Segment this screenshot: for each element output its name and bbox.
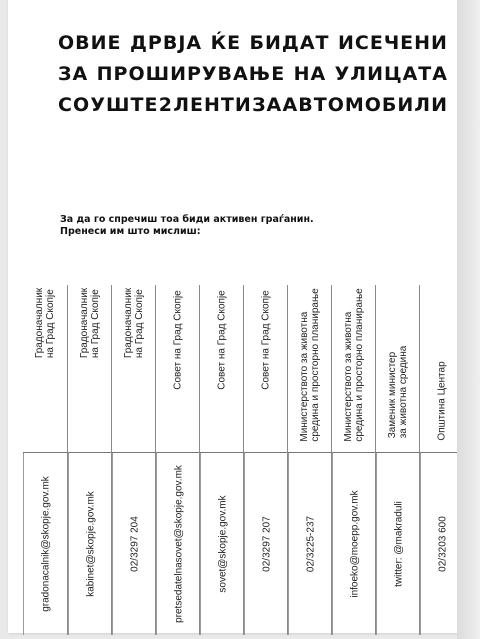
tab-contact: 02/3297 207: [261, 516, 273, 572]
tear-off-tab[interactable]: [155, 285, 200, 635]
tab-label-line: Совет на Град Скопје: [216, 290, 228, 390]
tab-label-line: средина и просторно планирање: [354, 288, 365, 442]
tab-label-line: на Град Скопје: [45, 289, 56, 359]
tab-contact: pretsedatelnasovet@skopje.gov.mk: [173, 465, 185, 623]
tab-contact: 02/3203 600: [437, 516, 449, 572]
intro-line-1: За да го спречиш тоа биди активен граѓанин.: [60, 214, 314, 225]
tab-contact-area: [200, 453, 245, 635]
tear-off-tab[interactable]: [111, 285, 156, 635]
tab-label-area: [376, 285, 420, 452]
headline-line-2: [58, 59, 448, 90]
headline-word: ОВИЕ: [58, 32, 122, 54]
headline-word: БИДАТ: [249, 32, 330, 54]
tab-label: [123, 288, 145, 358]
headline-word: ЛЕНТИ: [173, 94, 252, 116]
headline-word: СО: [58, 94, 91, 116]
tab-label-line: Совет на Град Скопје: [260, 290, 272, 390]
tab-contact-area: [376, 453, 421, 635]
tab-contact-area: [23, 453, 68, 635]
tab-label: [79, 288, 101, 358]
intro-text: [60, 214, 420, 238]
tab-contact: gradonacalnik@skopje.gov.mk: [40, 476, 52, 612]
headline-word: ЗА: [252, 94, 283, 116]
tab-label-line: Министерството за животна: [343, 311, 354, 442]
tear-off-tab[interactable]: [375, 285, 420, 635]
tear-off-tab[interactable]: [287, 285, 332, 635]
tear-off-tab[interactable]: [331, 285, 376, 635]
headline-word: ДРВЈА: [129, 32, 203, 54]
flyer-headline: [58, 28, 448, 121]
tear-off-tabs: [23, 285, 463, 635]
tab-label: [387, 346, 409, 439]
tab-label-line: Градоначалник: [34, 287, 45, 359]
tab-contact-area: [112, 453, 157, 635]
tear-off-tab[interactable]: [67, 285, 112, 635]
tab-label-area: [288, 285, 332, 452]
tab-label: [437, 361, 448, 440]
tab-contact: 02/3297 204: [129, 516, 141, 572]
headline-word: ИСЕЧЕНИ: [338, 32, 448, 54]
headline-word: НА: [293, 63, 327, 85]
flyer-sheet: [8, 0, 457, 633]
tab-label-line: на Град Скопје: [134, 289, 145, 359]
tab-label-area: [112, 285, 156, 452]
tab-contact-area: [156, 453, 201, 635]
tab-label: [217, 290, 228, 390]
tear-off-tab[interactable]: [199, 285, 244, 635]
tab-contact: 02/3225-237: [305, 515, 317, 573]
tab-contact: kabinet@skopje.gov.mk: [85, 491, 97, 597]
tab-label: [34, 288, 56, 358]
tab-contact-area: [68, 453, 113, 635]
tab-label-line: на Град Скопје: [90, 289, 101, 359]
tab-contact: infoeko@moepp.gov.mk: [349, 490, 361, 598]
tab-contact-area: [288, 453, 333, 635]
tab-label-line: Општина Центар: [436, 361, 448, 441]
tab-label-line: Градоначалник: [79, 287, 90, 359]
tab-label: [299, 288, 321, 441]
tab-label-area: [68, 285, 112, 452]
tab-label-line: Совет на Град Скопје: [172, 290, 184, 390]
tear-off-tab[interactable]: [23, 285, 67, 635]
tab-label-line: средина и просторно планирање: [310, 288, 321, 442]
headline-word: АВТОМОБИЛИ: [282, 94, 448, 116]
tab-label-area: [23, 285, 67, 452]
headline-word: ЌЕ: [210, 32, 242, 54]
tab-label: [173, 290, 184, 390]
tab-label-line: Министерството за животна: [299, 311, 310, 442]
tab-label-area: [244, 285, 288, 452]
tab-label-area: [200, 285, 244, 452]
tab-label: [343, 288, 365, 441]
intro-line-2: Пренеси им што мислиш:: [60, 226, 201, 237]
tab-label-line: за животна средина: [398, 345, 409, 439]
headline-word: ПРОШИРУВАЊЕ: [96, 63, 286, 85]
tab-contact-area: [244, 453, 289, 635]
tab-contact-area: [332, 453, 377, 635]
tab-label-line: Градоначалник: [123, 287, 134, 359]
tab-label-area: [332, 285, 376, 452]
tear-off-tab[interactable]: [243, 285, 288, 635]
headline-word: 2: [158, 94, 173, 116]
headline-word: УШТЕ: [90, 94, 159, 116]
tab-label: [261, 290, 272, 390]
tab-contact: sovet@skopje.gov.mk: [217, 495, 229, 593]
tab-label-area: [156, 285, 200, 452]
tab-contact: twitter: @makraduli: [393, 501, 405, 587]
page-edge-shadow: [457, 0, 480, 639]
headline-line-1: [58, 28, 448, 59]
headline-word: ЗА: [58, 63, 89, 85]
headline-line-3: [58, 90, 448, 121]
tab-label-line: Заменик министер: [387, 351, 398, 439]
headline-word: УЛИЦАТА: [334, 63, 448, 85]
